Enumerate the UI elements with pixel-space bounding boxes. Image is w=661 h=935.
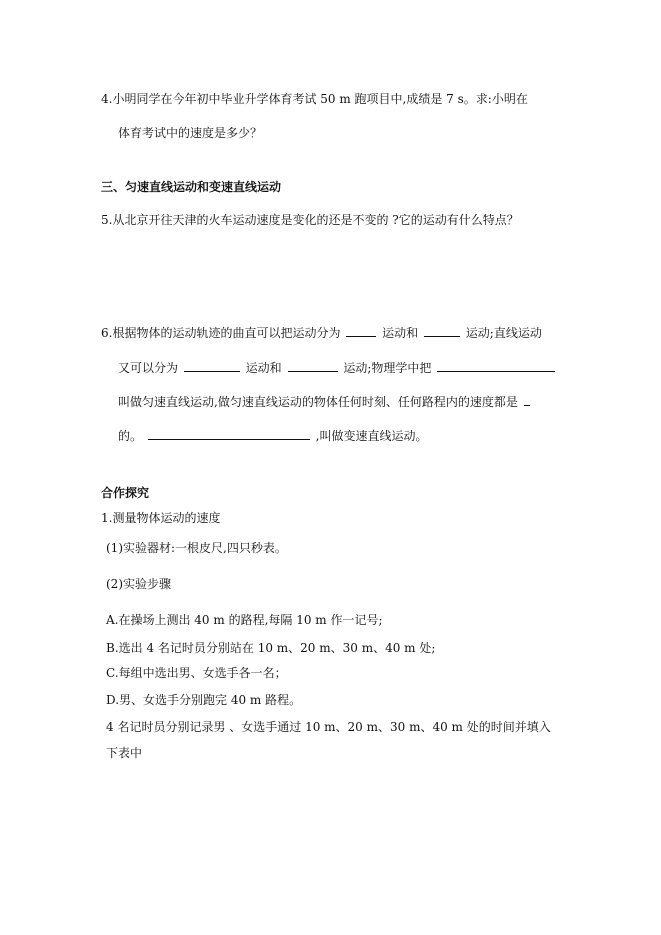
q6-text: 运动和 [382,326,419,340]
answer-blank[interactable] [288,359,338,372]
item-1-title: 1.测量物体运动的速度 [101,511,221,525]
q6-text: ,叫做变速直线运动。 [315,429,428,443]
question-6-line-1 [101,324,542,341]
timing-note-line-2: 下表中 [106,746,143,760]
answer-blank[interactable] [148,427,310,440]
q6-text: 运动和 [245,361,282,375]
question-6-line-3 [118,393,532,410]
question-6-line-4 [118,427,428,444]
section-3-heading: 三、匀速直线运动和变速直线运动 [101,180,282,194]
q6-text: 叫做匀速直线运动,做匀速直线运动的物体任何时刻、任何路程内的速度都是 [118,395,518,409]
q6-text: 6.根据物体的运动轨迹的曲直可以把运动分为 [101,326,341,340]
question-5: 5.从北京开往天津的火车运动速度是变化的还是不变的 ?它的运动有什么特点？ [101,213,519,227]
q6-text: 又可以分为 [118,361,179,375]
q6-text: 运动;物理学中把 [343,361,432,375]
step-c: C.每组中选出男、女选手各一名； [106,666,287,680]
equipment-text: (1)实验器材:一根皮尺,四只秒表。 [106,541,287,555]
question-4-line-2: 体育考试中的速度是多少？ [118,126,263,140]
steps-heading: (2)实验步骤 [106,577,171,591]
answer-blank[interactable] [437,359,555,372]
answer-blank[interactable] [524,393,530,406]
cooperate-heading: 合作探究 [101,486,150,500]
step-d: D.男、女选手分别跑完 40 m 路程。 [106,693,302,707]
step-b: B.选出 4 名记时员分别站在 10 m、20 m、30 m、40 m 处; [106,641,436,655]
step-a: A.在操场上测出 40 m 的路程,每隔 10 m 作一记号; [106,613,383,627]
question-4-line-1: 4.小明同学在今年初中毕业升学体育考试 50 m 跑项目中,成绩是 7 s。求:小明在 [101,92,528,106]
q6-text: 的。 [118,429,143,443]
q6-text: 运动;直线运动 [465,326,542,340]
answer-blank[interactable] [424,324,460,337]
question-6-line-2 [118,359,557,376]
timing-note-line-1: 4 名记时员分别记录男 、女选手通过 10 m、20 m、30 m、40 m 处的时间并填入 [106,720,551,734]
answer-blank[interactable] [184,359,240,372]
answer-blank[interactable] [346,324,376,337]
